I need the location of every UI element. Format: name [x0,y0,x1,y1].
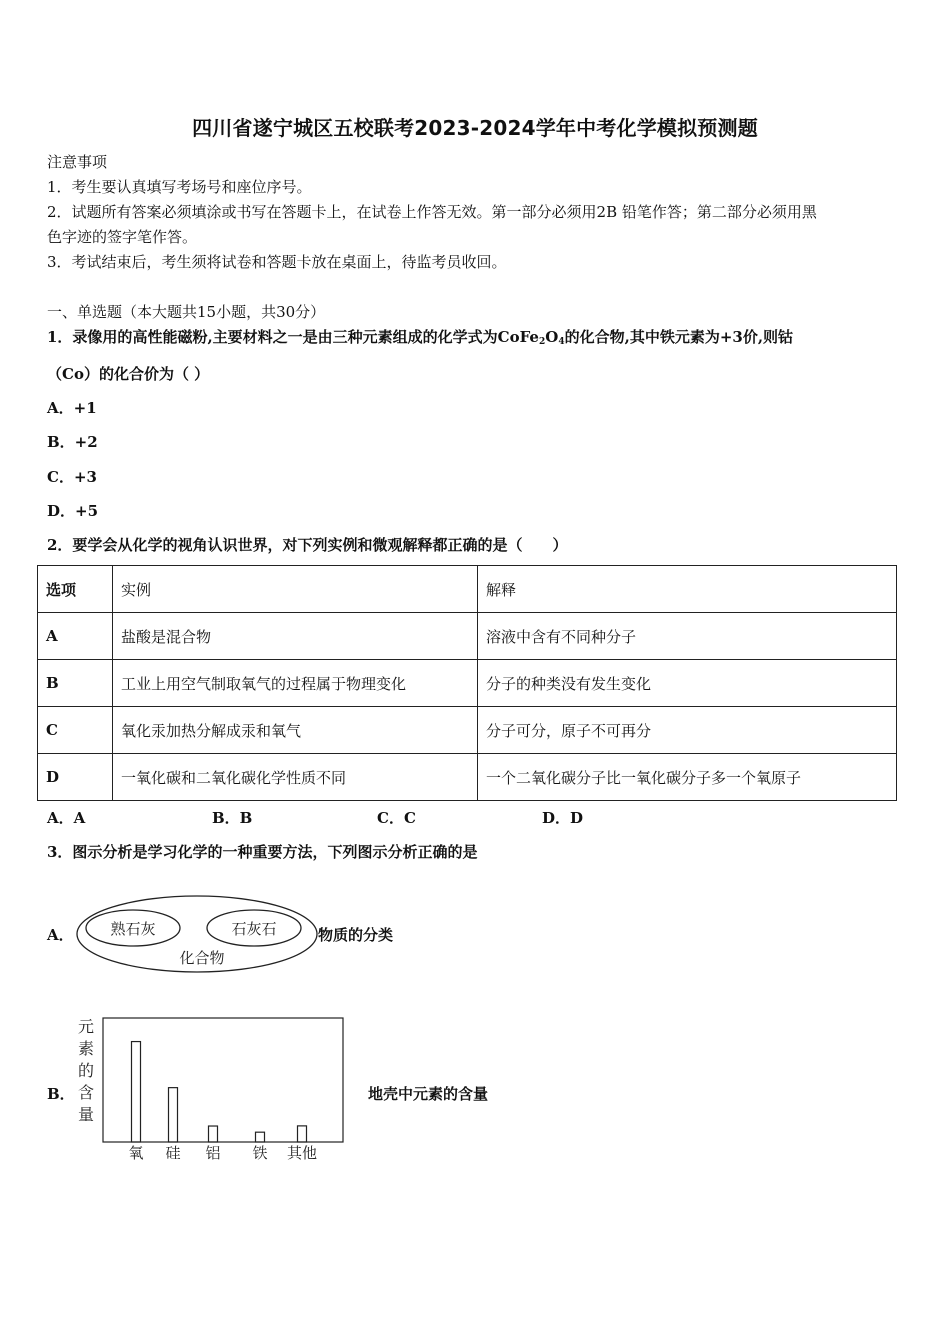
bar-硅 [169,1088,178,1142]
q2-option-d[interactable]: D．D [542,809,584,827]
q2-option-a[interactable]: A．A [47,809,86,827]
q2-stem: 2．要学会从化学的视角认识世界，对下列实例和微观解释都正确的是（ ） [47,536,568,554]
row-example: 盐酸是混合物 [113,613,478,660]
q3-option-a-label[interactable]: A． [47,926,74,944]
q2-option-b[interactable]: B．B [212,809,253,827]
note-item: 1．考生要认真填写考场号和座位序号。 [47,178,312,196]
row-option: C [38,707,113,754]
x-tick-label: 其他 [286,1144,318,1162]
limestone-label: 石灰石 [231,920,277,938]
y-axis-label [78,1017,94,1124]
header-example: 实例 [113,566,478,613]
table-row [38,707,897,754]
q3-option-a-caption: 物质的分类 [318,926,394,944]
row-option: D [38,754,113,801]
x-tick-label: 氧 [128,1144,144,1162]
notes-heading: 注意事项 [47,153,108,171]
q2-table [37,565,897,801]
bar-氧 [132,1042,141,1142]
row-explanation: 溶液中含有不同种分子 [478,613,897,660]
row-option: B [38,660,113,707]
x-tick-labels [128,1144,317,1162]
row-option: A [38,613,113,660]
table-header-row [38,566,897,613]
note-item: 色字迹的签字笔作答。 [47,228,198,246]
bar-其他 [298,1126,307,1142]
note-item: 3．考试结束后，考生须将试卷和答题卡放在桌面上，待监考员收回。 [47,253,507,271]
table-row [38,613,897,660]
classification-diagram [74,893,320,975]
bar-铝 [209,1126,218,1142]
row-example: 一氧化碳和二氧化碳化学性质不同 [113,754,478,801]
q1-option-d[interactable]: D．+5 [47,502,99,520]
x-tick-label: 铁 [252,1144,268,1162]
header-explanation: 解释 [478,566,897,613]
header-option: 选项 [38,566,113,613]
compound-label: 化合物 [179,949,225,967]
y-axis-label-text: 元素的含量 [77,1017,95,1124]
q1-stem-line2: （Co）的化合价为（ ） [47,365,210,383]
row-explanation: 一个二氧化碳分子比一氧化碳分子多一个氧原子 [478,754,897,801]
q1-option-b[interactable]: B．+2 [47,433,98,451]
q3-option-b-caption: 地壳中元素的含量 [368,1085,489,1103]
q3-stem: 3．图示分析是学习化学的一种重要方法，下列图示分析正确的是 [47,843,478,861]
slaked-lime-label: 熟石灰 [110,920,156,938]
section-heading: 一、单选题（本大题共15小题，共30分） [47,303,326,321]
x-tick-label: 硅 [165,1144,181,1162]
row-explanation: 分子可分，原子不可再分 [478,707,897,754]
table-row [38,660,897,707]
q1-option-a[interactable]: A．+1 [47,399,97,417]
plot-frame [103,1018,343,1142]
row-example: 氧化汞加热分解成汞和氧气 [113,707,478,754]
row-explanation: 分子的种类没有发生变化 [478,660,897,707]
q2-option-c[interactable]: C．C [377,809,416,827]
bar-铁 [256,1132,265,1142]
table-row [38,754,897,801]
crust-element-chart [70,1012,350,1162]
q3-option-b-label[interactable]: B． [47,1085,75,1103]
x-tick-label: 铝 [205,1144,221,1162]
note-item: 2．试题所有答案必须填涂或书写在答题卡上，在试卷上作答无效。第一部分必须用2B 铅笔作答；第二部分必须用黑 [47,203,817,221]
row-example: 工业上用空气制取氧气的过程属于物理变化 [113,660,478,707]
page-title: 四川省遂宁城区五校联考2023-2024学年中考化学模拟预测题 [192,116,758,140]
q1-option-c[interactable]: C．+3 [47,468,97,486]
q1-stem: 1．录像用的高性能磁粉,主要材料之一是由三种元素组成的化学式为$CoFe_2O_4$的化合物,其中铁元素为+3价,则钴 [47,328,794,347]
bars [132,1042,307,1142]
